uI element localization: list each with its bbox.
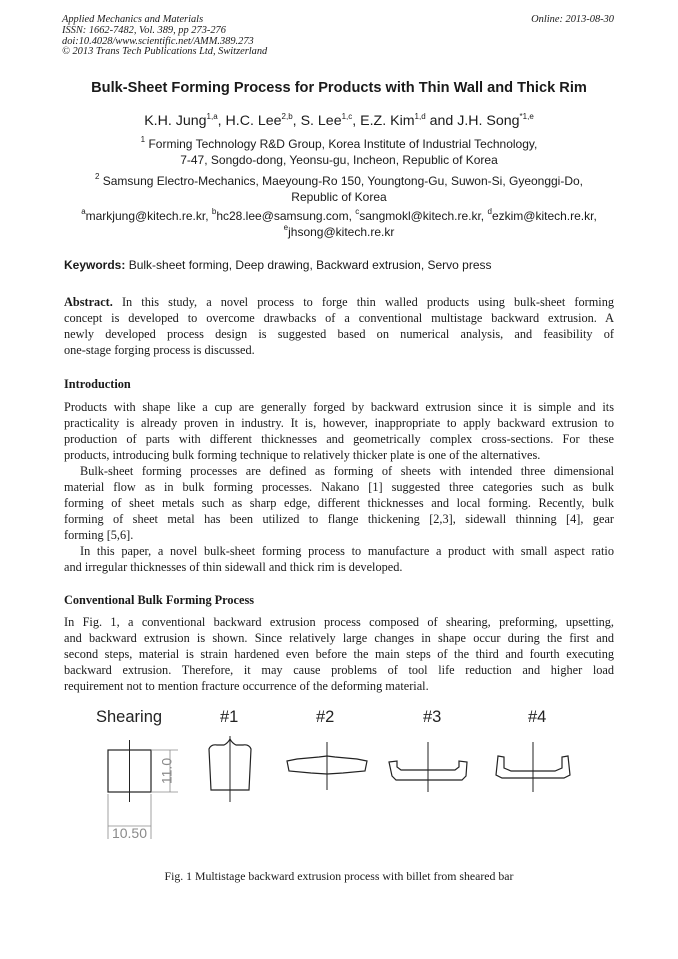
text-line: forming of sheet metals such as sharp edge, different thicknesses and local forming. Recently, bulk: [64, 496, 614, 510]
email-link[interactable]: hc28.lee@samsung.com,: [216, 209, 356, 223]
upset-disc-shape: [287, 742, 367, 790]
text-line: newly developed process design is suggested based on numerical analysis, and feasibility of: [64, 327, 614, 341]
journal-issn: ISSN: 1662-7482, Vol. 389, pp 273-276: [62, 24, 226, 36]
email-sup: d: [487, 207, 492, 216]
text-line: and irregular thicknesses of thin sidewall and thick rim is developed.: [64, 560, 403, 574]
extruded-cup-shape: [496, 742, 570, 792]
figure-label-step-1: #1: [220, 708, 239, 726]
author-name: J.H. Song: [457, 113, 520, 129]
journal-doi: doi:10.4028/www.scientific.net/AMM.389.273: [62, 35, 254, 47]
dimension-width-label: 10.50: [111, 825, 148, 841]
text-line: Bulk-sheet forming processes are defined as forming of sheets with intended three dimensional: [80, 464, 614, 478]
author-sup: 2,b: [281, 112, 293, 121]
email-link[interactable]: jhsong@kitech.re.kr: [288, 224, 395, 239]
email-link[interactable]: markjung@kitech.re.kr,: [85, 209, 212, 223]
online-date: Online: 2013-08-30: [531, 14, 614, 25]
text-line: forming [5,6].: [64, 528, 134, 542]
author-name: H.C. Lee: [225, 113, 282, 129]
author-name: E.Z. Kim: [360, 113, 415, 129]
introduction-paragraphs: [64, 399, 614, 575]
email-sup: c: [355, 207, 360, 216]
sheared-billet-shape: [108, 740, 151, 802]
keywords-label: Keywords:: [64, 258, 126, 272]
text-line: practicality is already proven in industry. It is, however, inappropriate to apply backward extrusion to: [64, 416, 614, 430]
text-line: backward extrusion. Therefore, it may cause problems of tool life reduction and higher load: [64, 663, 614, 677]
author-name: S. Lee: [300, 113, 342, 129]
email-sup: e: [283, 222, 289, 232]
affiliation-2: [0, 174, 678, 205]
affiliation-number: 2: [94, 172, 100, 181]
dimension-height-label: 11.0: [158, 757, 175, 785]
author-list: [0, 113, 678, 129]
email-link[interactable]: ezkim@kitech.re.kr,: [491, 209, 597, 223]
abstract-paragraph: [64, 294, 614, 358]
affiliation-text: Republic of Korea: [291, 189, 387, 204]
figure-caption: Fig. 1 Multistage backward extrusion process with billet from sheared bar: [164, 869, 514, 883]
conventional-paragraph: [64, 614, 614, 694]
process-diagram: [80, 704, 600, 864]
author-sup: *1,e: [519, 112, 534, 121]
shallow-cup-shape: [389, 742, 467, 792]
figure-label-step-2: #2: [316, 708, 335, 726]
text-line: and backward extrusion is shown. Since relatively large changes in shape occur during the first and: [64, 631, 614, 645]
email-link[interactable]: sangmokl@kitech.re.kr,: [359, 209, 488, 223]
author-sep: ,: [352, 113, 361, 129]
figure-label-step-4: #4: [528, 708, 547, 726]
text-line: forming of sheet metal has been utilized to flange thickening [2,3], sidewall thinning [4], gear: [64, 512, 614, 526]
affiliation-number: 1: [140, 135, 146, 144]
text-line: production of parts with different thicknesses and geometrically complex cross-sections. For these: [64, 432, 614, 446]
affiliation-text: Samsung Electro-Mechanics, Maeyoung-Ro 150, Youngtong-Gu, Suwon-Si, Gyeonggi-Do,: [102, 174, 584, 188]
text-line: concept is developed to overcome drawbacks of a conventional multistage backward extrusion. A: [64, 311, 614, 325]
affiliation-text: 7-47, Songdo-dong, Yeonsu-gu, Incheon, Republic of Korea: [180, 152, 498, 167]
author-name: K.H. Jung: [144, 113, 207, 129]
affiliation-text: Forming Technology R&D Group, Korea Institute of Industrial Technology,: [148, 137, 538, 151]
email-sup: b: [211, 207, 217, 216]
author-sep: ,: [292, 113, 301, 129]
figure-1: [80, 704, 600, 864]
author-emails: [0, 209, 678, 240]
section-heading-conventional: Conventional Bulk Forming Process: [64, 593, 255, 607]
figure-label-step-3: #3: [423, 708, 442, 726]
author-sup: 1,d: [414, 112, 426, 121]
text-line: In Fig. 1, a conventional backward extrusion process composed of shearing, preforming, upsetting,: [64, 615, 614, 629]
author-sup: 1,a: [206, 112, 218, 121]
text-line: requirement not to mention fracture occurrence of the deforming material.: [64, 679, 429, 693]
journal-header: [62, 15, 614, 58]
section-heading-introduction: Introduction: [64, 377, 131, 391]
journal-name: Applied Mechanics and Materials: [62, 14, 204, 25]
text-line: In this paper, a novel bulk-sheet forming process to manufacture a product with small aspect ratio: [80, 544, 614, 558]
journal-copyright: © 2013 Trans Tech Publications Ltd, Switzerland: [62, 46, 268, 58]
keywords: [64, 258, 492, 272]
text-line: Products with shape like a cup are generally forged by backward extrusion since it is simple and its: [64, 400, 614, 414]
author-sup: 1,c: [341, 112, 353, 121]
author-sep: ,: [217, 113, 226, 129]
affiliation-1: [0, 137, 678, 168]
text-line: In this study, a novel process to forge thin walled products using bulk-sheet forming: [112, 295, 614, 309]
text-line: one-stage forging process is discussed.: [64, 343, 255, 357]
figure-label-shearing: Shearing: [96, 708, 163, 726]
text-line: second steps, material is strain hardened even before the main steps of the third and fourth executing: [64, 647, 614, 661]
abstract-label: Abstract.: [64, 295, 113, 309]
text-line: material flow as in bulk forming processes. Nakano [1] suggested three categories such as bulk: [64, 480, 614, 494]
keywords-text: Bulk-sheet forming, Deep drawing, Backward extrusion, Servo press: [125, 258, 492, 272]
preform-shape: [209, 736, 251, 802]
paper-title: Bulk-Sheet Forming Process for Products with Thin Wall and Thick Rim: [91, 80, 587, 96]
email-sup: a: [81, 207, 86, 216]
author-sep: and: [425, 113, 458, 129]
text-line: products, introducing bulk forming technique to relatively thicker plate is one of the alternatives.: [64, 448, 541, 462]
